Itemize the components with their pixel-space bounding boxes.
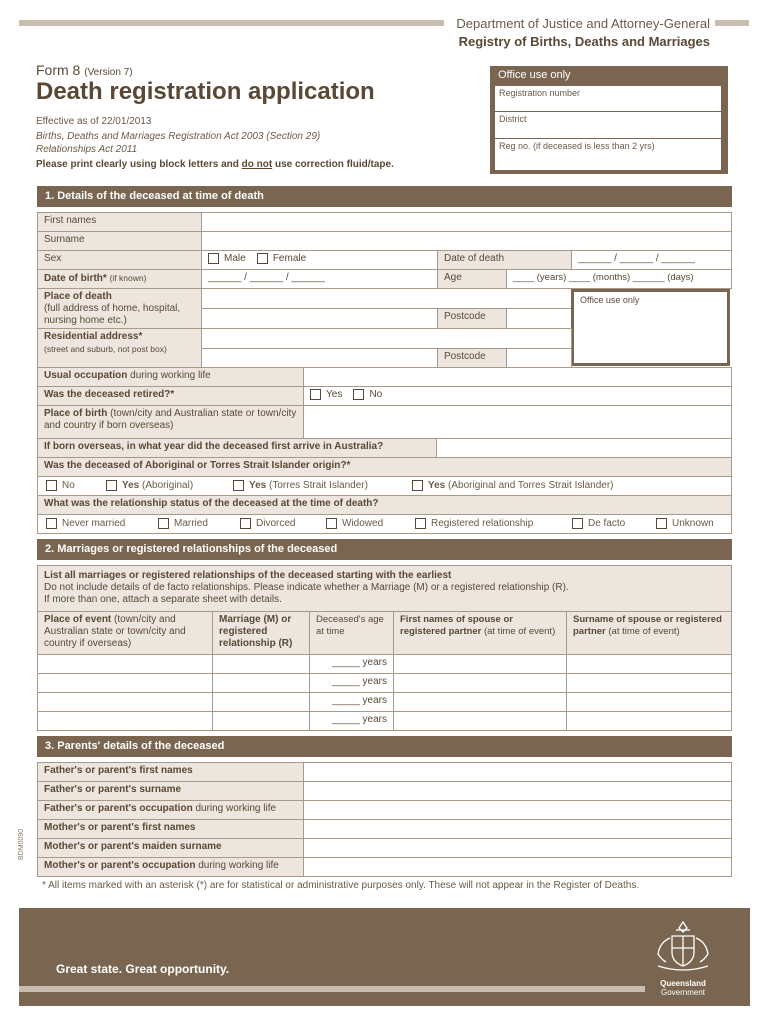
- table-row-2-first[interactable]: [393, 673, 567, 693]
- print-instruction: Please print clearly using block letters and do not use correction fluid/tape.: [36, 159, 394, 170]
- place-of-death-label: Place of death (full address of home, hospital, nursing home etc.): [37, 288, 202, 329]
- table-row-1-age[interactable]: _____ years: [309, 654, 394, 674]
- department-name: Department of Justice and Attorney-General: [456, 16, 710, 31]
- checkbox-icon: [326, 518, 337, 529]
- place-of-birth-label: Place of birth (town/city and Australian state or town/city and country if born overseas): [37, 405, 304, 439]
- male-checkbox[interactable]: Male: [208, 253, 246, 264]
- checkbox-icon: [106, 480, 117, 491]
- residential-input-1[interactable]: [201, 328, 572, 349]
- checkbox-icon: [353, 389, 364, 400]
- table-row-4-first[interactable]: [393, 711, 567, 731]
- father-surname-label: Father's or parent's surname: [37, 781, 304, 801]
- divorced-checkbox[interactable]: Divorced: [240, 518, 295, 529]
- date-of-death-label: Date of death: [437, 250, 572, 270]
- header-bar-right: [715, 20, 749, 26]
- table-row-3-first[interactable]: [393, 692, 567, 712]
- queensland-government-logo: [650, 918, 716, 998]
- dob-label: Date of birth* (if known): [37, 269, 202, 289]
- act-reference-1: Births, Deaths and Marriages Registration Act 2003 (Section 29): [36, 131, 321, 142]
- retired-options: [303, 386, 732, 406]
- female-checkbox[interactable]: Female: [257, 253, 306, 264]
- registration-number-field[interactable]: Registration number: [495, 86, 721, 111]
- side-form-code: BDM0090: [18, 828, 25, 860]
- checkbox-icon: [415, 518, 426, 529]
- col-place-of-event: Place of event (town/city and Australian state or town/city and country if overseas): [37, 611, 213, 655]
- age-label: Age: [437, 269, 507, 289]
- checkbox-icon: [158, 518, 169, 529]
- checkbox-icon: [208, 253, 219, 264]
- section-1-heading: 1. Details of the deceased at time of death: [37, 186, 732, 207]
- arrival-year-input[interactable]: [436, 438, 732, 458]
- table-row-2-age[interactable]: _____ years: [309, 673, 394, 693]
- place-of-death-input-2[interactable]: [201, 308, 438, 329]
- mother-occupation-input[interactable]: [303, 857, 732, 877]
- table-row-3-age[interactable]: _____ years: [309, 692, 394, 712]
- postcode-label: Postcode: [437, 308, 507, 329]
- first-names-label: First names: [37, 212, 202, 232]
- place-of-death-input-1[interactable]: [201, 288, 572, 309]
- father-occupation-input[interactable]: [303, 800, 732, 820]
- arrival-year-label: If born overseas, in what year did the deceased first arrive in Australia?: [37, 438, 437, 458]
- retired-no-checkbox[interactable]: No: [353, 389, 382, 400]
- gov-name-1: Queensland: [660, 979, 706, 988]
- occupation-input[interactable]: [303, 367, 732, 387]
- intro-line-3: If more than one, attach a separate sheet with details.: [44, 594, 282, 605]
- table-row-3-type[interactable]: [212, 692, 310, 712]
- retired-label: Was the deceased retired?*: [37, 386, 304, 406]
- residential-postcode-label: Postcode: [437, 348, 507, 368]
- header-bar-left: [19, 20, 444, 26]
- sex-label: Sex: [37, 250, 202, 270]
- married-checkbox[interactable]: Married: [158, 518, 208, 529]
- registered-relationship-checkbox[interactable]: Registered relationship: [415, 518, 533, 529]
- section-2-intro: [37, 565, 732, 612]
- footer-bar: [19, 986, 645, 992]
- checkbox-icon: [656, 518, 667, 529]
- relationship-options: [37, 514, 732, 534]
- table-row-2-surname[interactable]: [566, 673, 732, 693]
- relationship-question: What was the relationship status of the deceased at the time of death?: [37, 495, 732, 515]
- col-spouse-surname: Surname of spouse or registered partner (at time of event): [566, 611, 732, 655]
- postcode-input[interactable]: [506, 308, 572, 329]
- table-row-3-surname[interactable]: [566, 692, 732, 712]
- table-row-2-place[interactable]: [37, 673, 213, 693]
- registry-name: Registry of Births, Deaths and Marriages: [458, 34, 710, 49]
- table-row-4-surname[interactable]: [566, 711, 732, 731]
- act-reference-2: Relationships Act 2011: [36, 144, 138, 155]
- intro-line-2: Do not include details of de facto relationships. Please indicate whether a Marriage (M) or a registered relationship (R).: [44, 582, 569, 593]
- checkbox-icon: [310, 389, 321, 400]
- mother-occupation-label: Mother's or parent's occupation during working life: [37, 857, 304, 877]
- table-row-3-place[interactable]: [37, 692, 213, 712]
- office-use-box: [490, 66, 728, 174]
- table-row-1-place[interactable]: [37, 654, 213, 674]
- table-row-2-type[interactable]: [212, 673, 310, 693]
- section-2-heading: 2. Marriages or registered relationships of the deceased: [37, 539, 732, 560]
- residential-postcode-input[interactable]: [506, 348, 572, 368]
- both-yes-checkbox[interactable]: Yes (Aboriginal and Torres Strait Islander): [412, 480, 613, 491]
- mother-maiden-surname-input[interactable]: [303, 838, 732, 858]
- col-marriage-type: Marriage (M) or registered relationship (R): [212, 611, 310, 655]
- district-field[interactable]: District: [495, 112, 721, 138]
- aboriginal-no-checkbox[interactable]: No: [46, 480, 75, 491]
- office-use-box-2: Office use only: [571, 289, 730, 366]
- dob-input[interactable]: ______ / ______ / ______: [201, 269, 438, 289]
- col-spouse-first-names: First names of spouse or registered partner (at time of event): [393, 611, 567, 655]
- date-of-death-input[interactable]: ______ / ______ / ______: [571, 250, 732, 270]
- checkbox-icon: [240, 518, 251, 529]
- table-row-1-surname[interactable]: [566, 654, 732, 674]
- place-of-birth-input[interactable]: [303, 405, 732, 439]
- checkbox-icon: [572, 518, 583, 529]
- torres-strait-yes-checkbox[interactable]: Yes (Torres Strait Islander): [233, 480, 368, 491]
- age-input[interactable]: ____ (years) ____ (months) ______ (days): [506, 269, 732, 289]
- intro-line-1: List all marriages or registered relationships of the deceased starting with the earliest: [44, 570, 452, 581]
- page-title: Death registration application: [36, 78, 375, 105]
- mother-maiden-surname-label: Mother's or parent's maiden surname: [37, 838, 304, 858]
- checkbox-icon: [257, 253, 268, 264]
- aboriginal-yes-checkbox[interactable]: Yes (Aboriginal): [106, 480, 193, 491]
- checkbox-icon: [46, 518, 57, 529]
- table-row-4-age[interactable]: _____ years: [309, 711, 394, 731]
- father-occupation-label: Father's or parent's occupation during working life: [37, 800, 304, 820]
- section-3-heading: 3. Parents' details of the deceased: [37, 736, 732, 757]
- father-first-names-label: Father's or parent's first names: [37, 762, 304, 782]
- table-row-1-first[interactable]: [393, 654, 567, 674]
- col-age-at-time: Deceased's age at time: [309, 611, 394, 655]
- unknown-checkbox[interactable]: Unknown: [656, 518, 714, 529]
- widowed-checkbox[interactable]: Widowed: [326, 518, 383, 529]
- sex-options: [201, 250, 438, 270]
- form-number: Form 8 (Version 7): [36, 62, 133, 78]
- reg-no-field[interactable]: Reg no. (if deceased is less than 2 yrs): [495, 139, 721, 170]
- table-row-1-type[interactable]: [212, 654, 310, 674]
- gov-name-2: Government: [660, 988, 706, 997]
- checkbox-icon: [412, 480, 423, 491]
- surname-input[interactable]: [201, 231, 732, 251]
- father-surname-input[interactable]: [303, 781, 732, 801]
- effective-date: Effective as of 22/01/2013: [36, 116, 152, 127]
- asterisk-note: * All items marked with an asterisk (*) are for statistical or administrative purposes only. These will not appear in the Register of Deaths.: [42, 880, 640, 891]
- mother-first-names-input[interactable]: [303, 819, 732, 839]
- checkbox-icon: [233, 480, 244, 491]
- surname-label: Surname: [37, 231, 202, 251]
- aboriginal-question: Was the deceased of Aboriginal or Torres Strait Islander origin?*: [37, 457, 732, 477]
- first-names-input[interactable]: [201, 212, 732, 232]
- coat-of-arms-icon: [650, 918, 716, 974]
- checkbox-icon: [46, 480, 57, 491]
- residential-input-2[interactable]: [201, 348, 438, 368]
- footer-tagline: Great state. Great opportunity.: [56, 962, 230, 976]
- office-use-label: Office use only: [498, 69, 571, 81]
- occupation-label: Usual occupation during working life: [37, 367, 304, 387]
- table-row-4-place[interactable]: [37, 711, 213, 731]
- retired-yes-checkbox[interactable]: Yes: [310, 389, 342, 400]
- never-married-checkbox[interactable]: Never married: [46, 518, 125, 529]
- de-facto-checkbox[interactable]: De facto: [572, 518, 625, 529]
- mother-first-names-label: Mother's or parent's first names: [37, 819, 304, 839]
- residential-label: Residential address* (street and suburb, not post box): [37, 328, 202, 368]
- table-row-4-type[interactable]: [212, 711, 310, 731]
- father-first-names-input[interactable]: [303, 762, 732, 782]
